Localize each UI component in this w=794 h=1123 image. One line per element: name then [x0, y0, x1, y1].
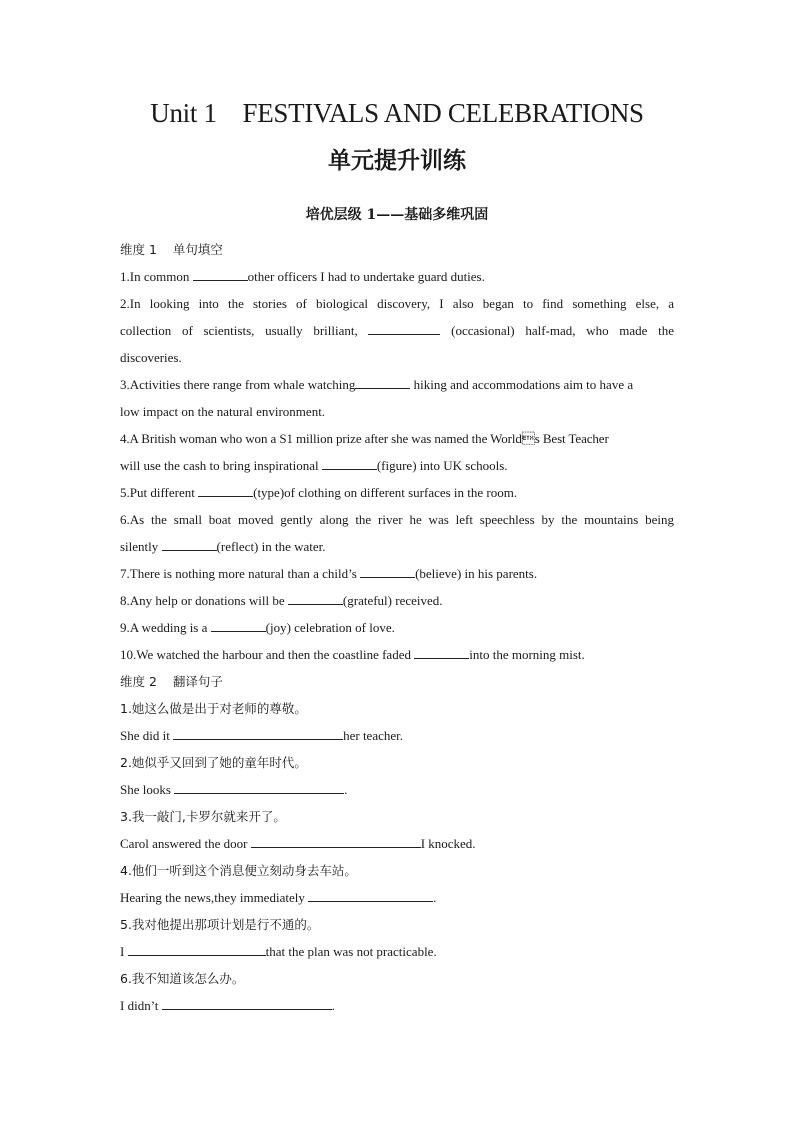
answer-blank[interactable] [288, 589, 343, 605]
answer-blank[interactable] [173, 724, 343, 740]
section-heading-fill-blank: 维度 1 单句填空 [120, 242, 223, 257]
translation-6-english [120, 992, 674, 1019]
question-text: collection of scientists, usually brilliant, [120, 323, 369, 338]
sentence-text: . [344, 782, 348, 797]
sentence-text: her teacher. [343, 728, 403, 743]
question-text: 8.Any help or donations will be [120, 593, 288, 608]
worksheet-subtitle: 单元提升训练 [328, 148, 466, 174]
question-2-line-2 [120, 317, 674, 344]
sentence-text: I didn’t [120, 998, 162, 1013]
question-1 [120, 263, 674, 290]
question-text: (reflect) in the water. [216, 539, 326, 554]
answer-blank[interactable] [162, 994, 332, 1010]
sentence-text: Carol answered the door [120, 836, 251, 851]
question-3-line-2: low impact on the natural environment. [120, 404, 326, 419]
sentence-text: She looks [120, 782, 175, 797]
question-text: 5.Put different [120, 485, 199, 500]
translation-4-chinese: 4.他们一听到这个消息便立刻动身去车站。 [120, 863, 357, 878]
question-6-line-2 [120, 533, 674, 560]
answer-blank[interactable] [198, 481, 253, 497]
question-text: hiking and accommodations aim to have a [410, 377, 634, 392]
translation-3-chinese: 3.我一敲门,卡罗尔就来开了。 [120, 809, 286, 824]
question-8 [120, 587, 674, 614]
answer-blank[interactable] [308, 886, 433, 902]
level-heading: 培优层级 1——基础多维巩固 [305, 207, 489, 223]
answer-blank[interactable] [355, 373, 410, 389]
answer-blank[interactable] [251, 832, 421, 848]
sentence-text: I knocked. [420, 836, 476, 851]
answer-blank[interactable] [211, 616, 266, 632]
question-6-line-1: 6.As the small boat moved gently along the river he was left speechless by the mountains being [120, 512, 674, 527]
question-text: 9.A wedding is a [120, 620, 211, 635]
translation-1-chinese: 1.她这么做是出于对老师的尊敬。 [120, 701, 307, 716]
question-4-line-2 [120, 452, 674, 479]
translation-4-english [120, 884, 674, 911]
translation-1-english [120, 722, 674, 749]
translation-2-chinese: 2.她似乎又回到了她的童年时代。 [120, 755, 307, 770]
translation-5-english [120, 938, 674, 965]
question-text: (occasional) half-mad, who made the [440, 323, 674, 338]
question-text: (figure) into UK schools. [376, 458, 508, 473]
question-text: 1.In common [120, 269, 193, 284]
translation-3-english [120, 830, 674, 857]
question-text: other officers I had to undertake guard duties. [247, 269, 485, 284]
answer-blank[interactable] [414, 643, 469, 659]
answer-blank[interactable] [368, 319, 440, 335]
sentence-text: . [331, 998, 335, 1013]
question-9 [120, 614, 674, 641]
unit-title: Unit 1 FESTIVALS AND CELEBRATIONS [150, 98, 644, 128]
question-3-line-1 [120, 371, 674, 398]
answer-blank[interactable] [322, 454, 377, 470]
question-text: 3.Activities there range from whale watching [120, 377, 356, 392]
question-2-line-1: 2.In looking into the stories of biological discovery, I also began to find something else, a [120, 296, 674, 311]
answer-blank[interactable] [174, 778, 344, 794]
question-10 [120, 641, 674, 668]
question-text: (grateful) received. [342, 593, 443, 608]
translation-6-chinese: 6.我不知道该怎么办。 [120, 971, 245, 986]
exercise-content [120, 236, 674, 1019]
question-text: 7.There is nothing more natural than a child’s [120, 566, 361, 581]
question-5 [120, 479, 674, 506]
question-text: 10.We watched the harbour and then the coastline faded [120, 647, 415, 662]
section-heading-translation: 维度 2 翻译句子 [120, 674, 223, 689]
answer-blank[interactable] [162, 535, 217, 551]
question-text: (type)of clothing on different surfaces in the room. [253, 485, 518, 500]
question-7 [120, 560, 674, 587]
sentence-text: Hearing the news,they immediately [120, 890, 309, 905]
question-text: (joy) celebration of love. [265, 620, 395, 635]
question-text: (believe) in his parents. [415, 566, 538, 581]
sentence-text: She did it [120, 728, 174, 743]
question-text: will use the cash to bring inspirational [120, 458, 322, 473]
question-2-line-3: discoveries. [120, 350, 182, 365]
answer-blank[interactable] [128, 940, 266, 956]
translation-5-chinese: 5.我对他提出那项计划是行不通的。 [120, 917, 320, 932]
answer-blank[interactable] [360, 562, 415, 578]
question-text: silently [120, 539, 162, 554]
sentence-text: that the plan was not practicable. [265, 944, 437, 959]
question-text: into the morning mist. [469, 647, 585, 662]
translation-2-english [120, 776, 674, 803]
sentence-text: I [120, 944, 128, 959]
question-4-line-1: 4.A British woman who won a S1 million prize after she was named the Worlds Best Teacher [120, 431, 609, 446]
sentence-text: . [433, 890, 437, 905]
answer-blank[interactable] [193, 265, 248, 281]
